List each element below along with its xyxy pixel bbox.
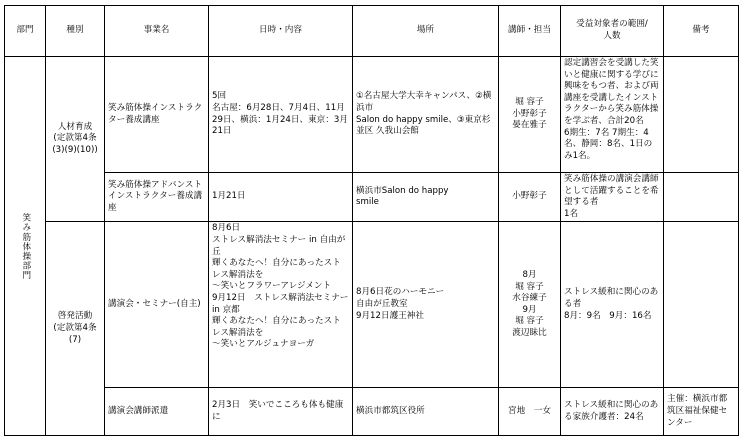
header-datetime: 日時・内容 bbox=[209, 6, 353, 57]
type-cell: 人材育成 (定款第4条 (3)(9)(10)) bbox=[46, 57, 105, 222]
notes-cell: 主催：横浜市都筑区福祉保健センター bbox=[664, 388, 739, 436]
type-cell: 啓発活動 (定款第4条 (7) bbox=[46, 222, 105, 436]
target-cell: ストレス緩和に関心のある者 8月：9名 9月：16名 bbox=[561, 222, 664, 388]
target-cell: 認定講習会を受講した笑いと健康に関する学びに興味をもつ者、および両講座を受講したインストラクターから笑み筋体操を学ぶ者、合計20名 6期生：7名 7期生：4名、静岡：8名、1日のみ1名。 bbox=[561, 57, 664, 173]
notes-cell bbox=[664, 222, 739, 388]
lecturer-cell: 宮地 一女 bbox=[499, 388, 561, 436]
datetime-cell: 2月3日 笑いでこころも体も健康に bbox=[209, 388, 353, 436]
target-cell: ストレス緩和に関心のある家族介護者：24名 bbox=[561, 388, 664, 436]
lecturer-cell: 小野彰子 bbox=[499, 173, 561, 222]
department-cell bbox=[5, 57, 46, 436]
lecturer-cell: 堀 容子 小野彰子 晏在雅子 bbox=[499, 57, 561, 173]
place-cell: 8月6日花のハーモニー 自由が丘教室 9月12日護王神社 bbox=[353, 222, 499, 388]
header-lecturer: 講師・担当 bbox=[499, 6, 561, 57]
header-target: 受益対象者の範囲/ 人数 bbox=[561, 6, 664, 57]
department-label: 笑み筋体操部門 bbox=[20, 212, 31, 280]
header-place: 場所 bbox=[353, 6, 499, 57]
table-row bbox=[5, 388, 739, 436]
activity-table bbox=[4, 5, 739, 436]
place-cell: 横浜市Salon do happy smile bbox=[353, 173, 499, 222]
header-dept: 部門 bbox=[5, 6, 46, 57]
header-notes: 備考 bbox=[664, 6, 739, 57]
notes-cell bbox=[664, 173, 739, 222]
project-cell: 笑み筋体操アドバンスト インストラクター養成講 座 bbox=[105, 173, 209, 222]
table-row bbox=[5, 222, 739, 388]
target-cell: 笑み筋体操の講演会講師として活躍することを希望する者 1名 bbox=[561, 173, 664, 222]
notes-cell bbox=[664, 57, 739, 173]
project-cell: 講演会講師派遣 bbox=[105, 388, 209, 436]
project-cell: 笑み筋体操インストラク ター養成講座 bbox=[105, 57, 209, 173]
place-cell: ①名古屋大学大幸キャンパス、②横浜市 Salon do happy smile、③東京杉並区 久我山会館 bbox=[353, 57, 499, 173]
header-type: 種別 bbox=[46, 6, 105, 57]
datetime-cell: 5回 名古屋：6月28日、7月4日、11月29日、横浜：1月24日、東京：3月21日 bbox=[209, 57, 353, 173]
table-row bbox=[5, 173, 739, 222]
place-cell: 横浜市都筑区役所 bbox=[353, 388, 499, 436]
header-row bbox=[5, 6, 739, 57]
project-cell: 講演会・セミナー(自主) bbox=[105, 222, 209, 388]
datetime-cell: 1月21日 bbox=[209, 173, 353, 222]
lecturer-cell: 8月 堀 容子 水谷練子 9月 堀 容子 渡辺眛比 bbox=[499, 222, 561, 388]
table-row bbox=[5, 57, 739, 173]
datetime-cell: 8月6日 ストレス解消法セミナー in 自由が丘 輝くあなたへ！自分にあったストレス解消法を ～笑いとフラワーアレジメント 9月12日 ストレス解消法セミナー in 京都 輝くあなたへ！自分にあったストレス解消法を ～笑いとアルジュナヨーガ bbox=[209, 222, 353, 388]
header-project: 事業名 bbox=[105, 6, 209, 57]
